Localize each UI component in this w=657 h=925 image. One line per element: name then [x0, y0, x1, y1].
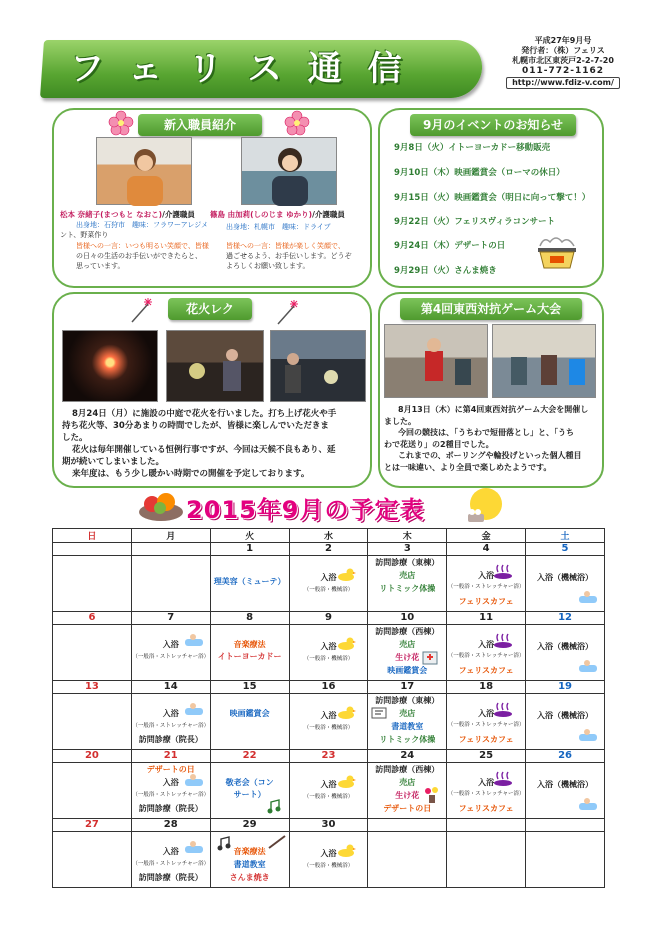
event-flowers: 生け花	[395, 791, 420, 800]
event-bath-type: （一般浴・ストレッチャー浴）	[132, 723, 210, 729]
week-row-events	[53, 694, 605, 750]
day-cell	[526, 694, 605, 750]
bather-icon	[184, 838, 204, 854]
day-cell	[131, 556, 210, 612]
publisher-info	[498, 36, 628, 89]
event-beauty: 理美容（ミューテ）	[213, 577, 286, 586]
sparkler-icon	[128, 296, 156, 324]
day-cell	[526, 556, 605, 612]
day-cell	[210, 625, 289, 681]
weekday-fri: 金	[447, 529, 526, 543]
event-shop: 売店	[399, 778, 416, 787]
event-movie: 映画鑑賞会	[229, 709, 270, 718]
music-note-icon	[265, 799, 285, 815]
day-cell	[289, 556, 368, 612]
duck-icon	[336, 773, 356, 789]
event-cafe: フェリスカフェ	[458, 666, 514, 675]
event-dessert: デザートの日	[383, 804, 432, 813]
staff-photo-shinojima	[241, 137, 337, 205]
week-row-days	[53, 750, 605, 763]
week-row-days	[53, 681, 605, 694]
schedule-title: 2015年9月の予定表	[186, 496, 425, 524]
day-cell	[131, 694, 210, 750]
event-music: 音楽療法	[233, 640, 266, 649]
bath-icon	[493, 771, 513, 787]
weekday-sun: 日	[53, 529, 132, 543]
day-number: 2	[289, 543, 368, 556]
day-number: 3	[368, 543, 447, 556]
weekday-thu: 木	[368, 529, 447, 543]
moon-icon	[462, 486, 506, 526]
flower-vase-icon	[422, 787, 442, 803]
day-number	[368, 819, 447, 832]
event-item: 9月24日（木）デザートの日	[394, 241, 506, 251]
day-cell	[289, 832, 368, 888]
day-number: 15	[210, 681, 289, 694]
staff-msg-2b: 過ごせるよう、お手伝いします。どうぞ	[226, 252, 352, 260]
flower-icon	[108, 110, 134, 136]
day-cell	[53, 625, 132, 681]
day-cell	[447, 832, 526, 888]
events-title: 9月のイベントのお知らせ	[410, 114, 576, 136]
bath-icon	[493, 702, 513, 718]
event-item: 9月15日（火）映画鑑賞会（明日に向って撃て！）	[394, 193, 591, 203]
staff-msg-2c: よろしくお願い致します。	[226, 262, 310, 270]
event-shop: 売店	[399, 640, 416, 649]
day-cell	[131, 625, 210, 681]
event-itoyokado: イトーヨーカドー	[217, 652, 282, 661]
food-plate-icon	[138, 486, 184, 522]
day-cell	[368, 625, 447, 681]
week-row-days	[53, 819, 605, 832]
brush-icon	[267, 834, 287, 850]
day-number: 18	[447, 681, 526, 694]
day-number: 10	[368, 612, 447, 625]
day-number: 13	[53, 681, 132, 694]
day-number: 22	[210, 750, 289, 763]
event-bath: 入浴	[162, 778, 179, 787]
day-number	[53, 543, 132, 556]
week-row-days	[53, 543, 605, 556]
day-cell	[210, 763, 289, 819]
game-text: 8月13日（木）に第4回東西対抗ゲーム大会を開催し ました。 今回の競技は、「うちわで短冊落とし」と、「うち わで花送り」の2種目でした。 これまでの、ボーリングや輪投げといった個人種目 とは一味違い、より全員で楽しめたようです。	[384, 405, 589, 472]
day-cell	[53, 556, 132, 612]
day-cell	[210, 556, 289, 612]
day-number: 26	[526, 750, 605, 763]
duck-icon	[336, 566, 356, 582]
event-bath: 入浴	[320, 849, 337, 858]
day-cell	[447, 694, 526, 750]
day-number: 25	[447, 750, 526, 763]
event-elder-2: サート）	[233, 790, 266, 799]
staff-name-1: 松本 奈緒子(まつもと なおこ)/介護職員	[60, 210, 195, 219]
day-cell	[210, 694, 289, 750]
day-number: 14	[131, 681, 210, 694]
event-bath: 入浴	[320, 573, 337, 582]
event-item: 9月10日（木）映画鑑賞会（ローマの休日）	[394, 168, 565, 178]
bather-icon	[184, 631, 204, 647]
event-bath-type: （一般浴・機械浴）	[303, 863, 354, 869]
day-cell	[368, 763, 447, 819]
week-row-events	[53, 556, 605, 612]
event-calligraphy: 書道教室	[391, 722, 424, 731]
event-bath: 入浴	[478, 778, 495, 787]
event-visit: 訪問診療（院長）	[138, 873, 203, 882]
fireworks-photo-2	[166, 330, 264, 402]
staff-name-2: 篠島 由加莉(しのじま ゆかり)/介護職員	[210, 210, 345, 219]
day-number	[447, 819, 526, 832]
day-cell	[289, 694, 368, 750]
day-cell	[447, 625, 526, 681]
bath-icon	[493, 564, 513, 580]
game-title: 第4回東西対抗ゲーム大会	[400, 298, 582, 320]
event-item: 9月22日（火）フェリスヴィラコンサート	[394, 217, 556, 227]
event-bath-type: （一般浴・ストレッチャー浴）	[447, 653, 525, 659]
day-number: 28	[131, 819, 210, 832]
hospital-icon	[420, 649, 440, 665]
event-bath-type: （一般浴・ストレッチャー浴）	[132, 654, 210, 660]
event-elder-1: 敬老会（コン	[225, 778, 274, 787]
event-bath-type: （一般浴・機械浴）	[303, 725, 354, 731]
event-visit: 訪問診療（東棟）	[375, 696, 440, 705]
weekday-mon: 月	[131, 529, 210, 543]
event-sanma: さんま焼き	[229, 873, 270, 882]
day-number: 23	[289, 750, 368, 763]
fireworks-photo-1	[62, 330, 158, 402]
weekday-header	[53, 529, 605, 543]
address-label: 札幌市北区東茨戸2-2-7-20	[512, 56, 614, 65]
week-row-events	[53, 763, 605, 819]
staff-origin-1: 出身地：石狩市 趣味：フラワーアレジメ	[76, 221, 208, 229]
day-cell	[131, 832, 210, 888]
event-bath: 入浴（機械浴）	[537, 642, 594, 651]
event-bath-type: （一般浴・ストレッチャー浴）	[132, 792, 210, 798]
staff-msg-1a: 皆様への一言：いつも明るい笑顔で、皆様	[76, 242, 209, 250]
day-number: 11	[447, 612, 526, 625]
event-bath: 入浴	[320, 780, 337, 789]
event-bath: 入浴	[320, 711, 337, 720]
event-bath-type: （一般浴・機械浴）	[303, 587, 354, 593]
event-visit: 訪問診療（西棟）	[375, 627, 440, 636]
day-number: 9	[289, 612, 368, 625]
event-bath: 入浴	[320, 642, 337, 651]
bather-icon	[578, 588, 598, 604]
day-cell	[526, 625, 605, 681]
bather-icon	[184, 700, 204, 716]
bather-icon	[578, 795, 598, 811]
day-number: 29	[210, 819, 289, 832]
event-bath-type: （一般浴・ストレッチャー浴）	[447, 584, 525, 590]
event-bath-type: （一般浴・ストレッチャー浴）	[447, 791, 525, 797]
weekday-wed: 水	[289, 529, 368, 543]
event-rhythmic: リトミック体操	[379, 584, 436, 593]
day-cell	[53, 694, 132, 750]
bather-icon	[184, 771, 204, 787]
event-bath: 入浴	[162, 709, 179, 718]
day-cell	[53, 832, 132, 888]
event-bath: 入浴	[478, 640, 495, 649]
event-rhythmic: リトミック体操	[379, 735, 436, 744]
day-number: 8	[210, 612, 289, 625]
newsletter-title: フェリス通信	[70, 49, 428, 89]
weekday-tue: 火	[210, 529, 289, 543]
event-bath-type: （一般浴・ストレッチャー浴）	[447, 722, 525, 728]
event-shop: 売店	[399, 571, 416, 580]
day-number: 7	[131, 612, 210, 625]
day-cell	[526, 832, 605, 888]
day-number: 6	[53, 612, 132, 625]
staff-photo-matsumoto	[96, 137, 192, 205]
event-visit: 訪問診療（東棟）	[375, 558, 440, 567]
day-number: 16	[289, 681, 368, 694]
staff-origin-2: 出身地：札幌市 趣味：ドライブ	[226, 223, 331, 231]
event-shop: 売店	[399, 709, 416, 718]
duck-icon	[336, 635, 356, 651]
event-cafe: フェリスカフェ	[458, 735, 514, 744]
publisher-label: 発行者：（株）フェリス	[521, 46, 605, 55]
week-row-events	[53, 625, 605, 681]
music-note-icon	[215, 836, 235, 852]
duck-icon	[336, 704, 356, 720]
day-cell	[447, 556, 526, 612]
day-number: 30	[289, 819, 368, 832]
day-number: 17	[368, 681, 447, 694]
event-movie: 映画鑑賞会	[387, 666, 428, 675]
staff-msg-1c: 思っています。	[76, 262, 125, 270]
event-bath: 入浴（機械浴）	[537, 711, 594, 720]
event-bath: 入浴（機械浴）	[537, 573, 594, 582]
day-number: 1	[210, 543, 289, 556]
tel-label: 011-772-1162	[521, 66, 605, 76]
day-number: 12	[526, 612, 605, 625]
website-link[interactable]: http://www.fdiz-v.com/	[506, 77, 620, 89]
issue-label: 平成27年9月号	[534, 36, 592, 45]
event-bath: 入浴	[162, 640, 179, 649]
day-number: 4	[447, 543, 526, 556]
event-bath: 入浴（機械浴）	[537, 780, 594, 789]
grill-icon	[532, 232, 582, 274]
bather-icon	[578, 657, 598, 673]
day-number	[526, 819, 605, 832]
fireworks-title: 花火レク	[168, 298, 252, 320]
flower-icon	[284, 110, 310, 136]
fireworks-text: 8月24日（月）に施設の中庭で花火を行いました。打ち上げ花火や手 持ち花火等、30分あまりの時間でしたが、皆様に楽しんでいただきま した。 花火は毎年開催している恒例行事ですが、今回は天候不良もあり、延 期が続いてしまいました。 来年度は、もう少し暖かい時期での開催を予定しております。	[62, 409, 337, 479]
day-number: 5	[526, 543, 605, 556]
day-cell	[368, 832, 447, 888]
event-visit: 訪問診療（院長）	[138, 735, 203, 744]
event-bath-type: （一般浴・ストレッチャー浴）	[132, 861, 210, 867]
event-music: 音楽療法	[233, 847, 266, 856]
event-visit: 訪問診療（西棟）	[375, 765, 440, 774]
event-cafe: フェリスカフェ	[458, 597, 514, 606]
day-cell	[131, 763, 210, 819]
day-cell	[526, 763, 605, 819]
staff-msg-2a: 皆様への一言：皆様が楽しく笑顔で、	[226, 242, 345, 250]
event-calligraphy: 書道教室	[233, 860, 266, 869]
day-number: 27	[53, 819, 132, 832]
event-item: 9月8日（火）イトーヨーカドー移動販売	[394, 143, 551, 153]
event-bath-type: （一般浴・機械浴）	[303, 794, 354, 800]
event-cafe: フェリスカフェ	[458, 804, 514, 813]
event-visit: 訪問診療（院長）	[138, 804, 203, 813]
day-number: 19	[526, 681, 605, 694]
day-cell	[289, 763, 368, 819]
week-row-days	[53, 612, 605, 625]
event-flowers: 生け花	[395, 653, 420, 662]
event-bath: 入浴	[478, 571, 495, 580]
day-cell	[368, 556, 447, 612]
fireworks-photo-3	[270, 330, 366, 402]
week-row-events	[53, 832, 605, 888]
event-bath: 入浴	[478, 709, 495, 718]
new-staff-title: 新入職員紹介	[138, 114, 262, 136]
staff-msg-1b: の日々の生活のお手伝いができたらと、	[76, 252, 202, 260]
day-cell	[210, 832, 289, 888]
day-cell	[53, 763, 132, 819]
event-bath-type: （一般浴・機械浴）	[303, 656, 354, 662]
event-bath: 入浴	[162, 847, 179, 856]
day-number: 24	[368, 750, 447, 763]
bather-icon	[578, 726, 598, 742]
day-cell	[289, 625, 368, 681]
day-cell	[368, 694, 447, 750]
weekday-sat: 土	[526, 529, 605, 543]
schedule-calendar	[52, 528, 605, 888]
game-photo-1	[384, 324, 488, 398]
day-cell	[447, 763, 526, 819]
staff-origin-1b: ント、野菜作り	[60, 231, 109, 239]
game-photo-2	[492, 324, 596, 398]
day-number	[131, 543, 210, 556]
day-number: 21	[131, 750, 210, 763]
bath-icon	[493, 633, 513, 649]
duck-icon	[336, 842, 356, 858]
sparkler-icon	[274, 298, 302, 326]
calligraphy-icon	[370, 704, 390, 720]
day-number: 20	[53, 750, 132, 763]
event-item: 9月29日（火）さんま焼き	[394, 266, 497, 276]
event-dessert: デザートの日	[146, 765, 195, 774]
